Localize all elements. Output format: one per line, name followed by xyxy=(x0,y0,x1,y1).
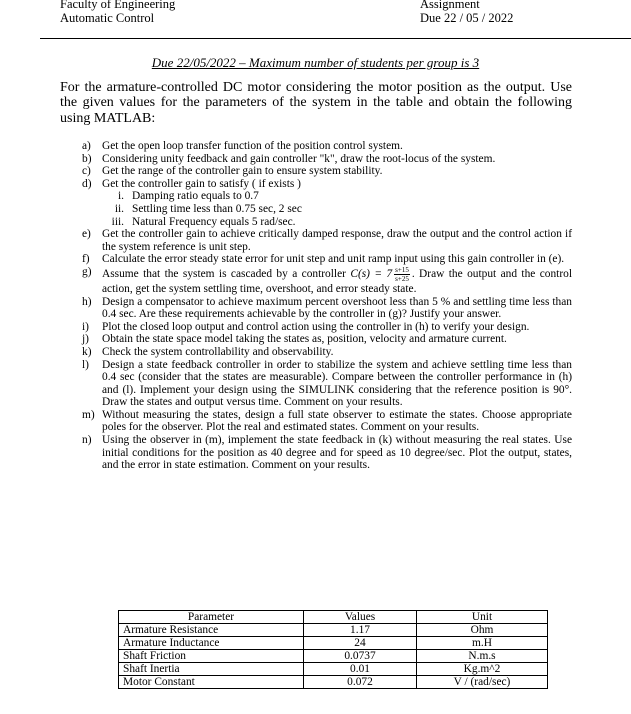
task-label: k) xyxy=(82,345,92,358)
task-item xyxy=(82,165,572,178)
task-label: h) xyxy=(82,295,92,308)
task-text: Get the range of the controller gain to ensure system stability. xyxy=(102,165,383,178)
task-text: Assume that the system is cascaded by a controller xyxy=(102,268,351,281)
task-label: b) xyxy=(82,152,92,165)
subtask-list xyxy=(102,190,572,228)
task-label: c) xyxy=(82,165,91,178)
value-cell: 0.0737 xyxy=(304,650,417,663)
task-item xyxy=(82,266,572,296)
task-label: n) xyxy=(82,434,92,447)
parameter-cell: Motor Constant xyxy=(119,676,304,689)
task-text: Obtain the state space model taking the states as, position, velocity and armature current. xyxy=(102,333,507,346)
due-date: Due 22 / 05 / 2022 xyxy=(420,11,514,25)
task-item xyxy=(82,228,572,253)
parameter-cell: Shaft Inertia xyxy=(119,663,304,676)
subtask-item xyxy=(102,190,572,203)
subtask-text: Settling time less than 0.75 sec, 2 sec xyxy=(132,202,302,215)
task-item xyxy=(82,153,572,166)
task-text-cont: . Draw the output and the control action, get the system settling time, overshoot, and error steady state. xyxy=(102,268,572,295)
subtask-text: Damping ratio equals to 0.7 xyxy=(132,190,259,203)
task-item xyxy=(82,321,572,334)
task-item xyxy=(82,346,572,359)
subtask-item xyxy=(102,216,572,229)
value-cell: 24 xyxy=(304,637,417,650)
fraction-denominator: s+25 xyxy=(395,274,409,283)
task-label: j) xyxy=(82,333,89,346)
task-text: Check the system controllability and observability. xyxy=(102,345,334,358)
task-label: e) xyxy=(82,228,91,241)
task-item xyxy=(82,359,572,409)
task-label: m) xyxy=(82,408,95,421)
task-label: g) xyxy=(82,265,92,278)
header-left xyxy=(60,0,175,25)
unit-cell: m.H xyxy=(417,637,548,650)
parameters-table xyxy=(118,610,548,689)
task-label: a) xyxy=(82,140,91,152)
table-row xyxy=(119,676,548,689)
header-parameter: Parameter xyxy=(119,611,304,624)
task-text: Design a state feedback controller in order to stabilize the system and achieve settling time less than 0.4 sec (consider that the states are measurable). Compare between the controller performance in (h) and (l). Implement your design using the SIMULINK considering that the reference position is 90°. Draw the states and output versus time. Comment on your results. xyxy=(102,358,572,409)
table-row xyxy=(119,663,548,676)
task-item xyxy=(82,140,572,153)
task-text: Without measuring the states, design a full state observer to estimate the states. Choose appropriate poles for the observer. Plot the real and estimated states. Comment on your results. xyxy=(102,408,572,434)
intro-paragraph: For the armature-controlled DC motor considering the motor position as the output. Use the given values for the parameters of the system in the table and obtain the following using MATLAB: xyxy=(60,80,572,126)
value-cell: 0.01 xyxy=(304,663,417,676)
unit-cell: N.m.s xyxy=(417,650,548,663)
task-item xyxy=(82,296,572,321)
task-label: d) xyxy=(82,177,92,190)
value-cell: 1.17 xyxy=(304,624,417,637)
table-row xyxy=(119,624,548,637)
task-text: Get the open loop transfer function of the position control system. xyxy=(102,140,403,152)
subtask-text: Natural Frequency equals 5 rad/sec. xyxy=(132,215,296,228)
parameter-cell: Armature Inductance xyxy=(119,637,304,650)
value-cell: 0.072 xyxy=(304,676,417,689)
task-text: Plot the closed loop output and control action using the controller in (h) to verify your design. xyxy=(102,320,530,333)
task-item xyxy=(82,434,572,472)
task-label: i) xyxy=(82,320,89,333)
task-text: Get the controller gain to achieve critically damped response, draw the output and the control action if the system reference is unit step. xyxy=(102,228,572,253)
task-list xyxy=(82,140,572,472)
unit-cell: Ohm xyxy=(417,624,548,637)
header-unit: Unit xyxy=(417,611,548,624)
faculty-name: Faculty of Engineering xyxy=(60,0,176,11)
task-label: l) xyxy=(82,358,89,371)
task-item xyxy=(82,333,572,346)
task-item xyxy=(82,409,572,434)
unit-cell: V / (rad/sec) xyxy=(417,676,548,689)
table-header-row xyxy=(119,611,548,624)
unit-cell: Kg.m^2 xyxy=(417,663,548,676)
due-title: Due 22/05/2022 – Maximum number of students per group is 3 xyxy=(151,55,480,70)
controller-fraction xyxy=(394,266,410,283)
subtask-label: iii. xyxy=(111,215,124,228)
task-text: Get the controller gain to satisfy ( if exists ) xyxy=(102,177,301,190)
subtask-label: i. xyxy=(117,190,124,203)
parameter-cell: Armature Resistance xyxy=(119,624,304,637)
header-right xyxy=(420,0,513,25)
task-item xyxy=(82,178,572,228)
course-name: Automatic Control xyxy=(60,11,155,25)
header-divider xyxy=(40,38,631,39)
task-text: Using the observer in (m), implement the state feedback in (k) without measuring the real states. Use initial conditions for the position as 40 degree and for speed as 10 degree/sec. Plot the output, states, and the error in state estimation. Comment on your results. xyxy=(102,434,572,472)
controller-equation: C(s) = 7 xyxy=(350,268,393,281)
task-label: f) xyxy=(82,253,90,266)
parameter-cell: Shaft Friction xyxy=(119,650,304,663)
task-item xyxy=(82,253,572,266)
task-text: Calculate the error steady state error for unit step and unit ramp input using this gain controller in (e). xyxy=(102,253,565,266)
task-text: Design a compensator to achieve maximum percent overshoot less than 5 % and settling time less than 0.4 sec. Are these requirements achievable by the controller in (g)? Justify your answer. xyxy=(102,295,572,321)
table-row xyxy=(119,637,548,650)
subtask-item xyxy=(102,203,572,216)
fraction-numerator: s+15 xyxy=(395,265,409,274)
doc-type: Assignment xyxy=(420,0,480,11)
header-values: Values xyxy=(304,611,417,624)
task-text: Considering unity feedback and gain controller "k", draw the root-locus of the system. xyxy=(102,152,496,165)
table-row xyxy=(119,650,548,663)
subtask-label: ii. xyxy=(114,202,124,215)
